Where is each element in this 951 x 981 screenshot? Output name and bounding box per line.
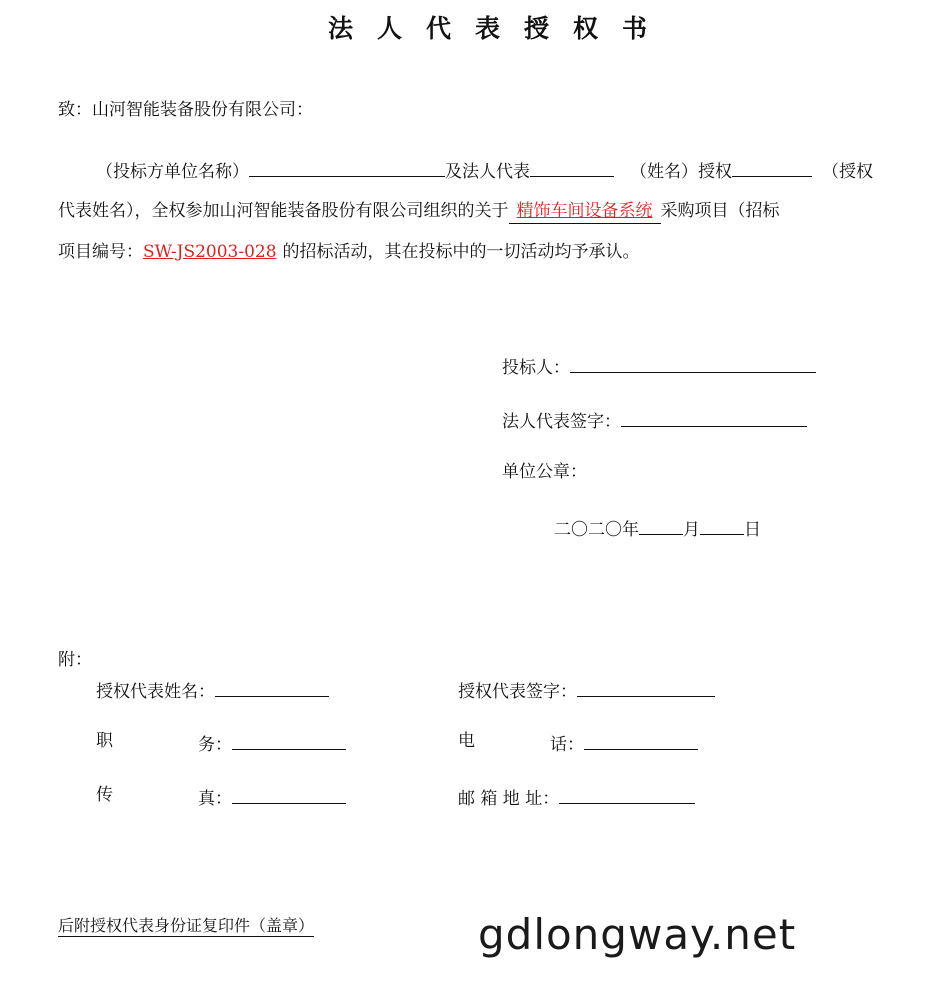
fax-label: 真：: [198, 789, 232, 809]
rep-sign-blank: [621, 410, 807, 427]
auth-sign-blank: [577, 680, 715, 697]
day-blank: [700, 518, 744, 535]
auth-name-row: [96, 680, 329, 701]
date-row: [554, 518, 761, 539]
para-bidder-name-text: （投标方单位名称）: [96, 162, 249, 182]
phone-row: [550, 733, 698, 754]
authorized-rep-blank: [732, 160, 812, 177]
month-blank: [639, 518, 683, 535]
legal-rep-blank: [530, 160, 614, 177]
rep-sign-row: [502, 410, 807, 431]
position-blank: [232, 733, 346, 750]
fax-left: 传: [96, 785, 113, 805]
project-number-label: 项目编号：: [58, 242, 143, 262]
phone-blank: [584, 733, 698, 750]
auth-name-blank: [215, 680, 329, 697]
auth-sign-label: 授权代表签字：: [458, 682, 577, 702]
email-label: 邮 箱 地 址：: [458, 789, 560, 809]
auth-sign-row: [458, 680, 715, 701]
watermark-text: gdlongway.net: [478, 910, 797, 959]
para-legal-rep-text: 及法人代表: [445, 162, 530, 182]
seal-label: 单位公章：: [502, 462, 587, 482]
bidder-row: [502, 356, 816, 377]
position-left: 职: [96, 731, 113, 751]
phone-label: 话：: [550, 735, 584, 755]
para-authorized-text: （授权: [822, 162, 873, 182]
bidder-name-blank: [249, 160, 445, 177]
project-name: 精饰车间设备系统: [516, 201, 653, 221]
para-line-1: [96, 160, 873, 181]
project-name-underline: [509, 201, 661, 224]
para-line-2-start: 代表姓名），全权参加山河智能装备股份有限公司组织的关于: [58, 201, 509, 221]
date-year: 二〇二〇年: [554, 520, 639, 540]
para-line-2: [58, 203, 780, 220]
project-number: SW-JS2003-028: [143, 242, 277, 262]
addressee: 致：山河智能装备股份有限公司：: [58, 100, 313, 120]
para-line-2-end: 采购项目（招标: [660, 201, 780, 221]
position-label: 务：: [198, 735, 232, 755]
email-blank: [559, 787, 695, 804]
para-line-3: [58, 244, 640, 261]
bidder-blank: [570, 356, 816, 373]
date-day: 日: [744, 520, 761, 540]
id-copy-note: 后附授权代表身份证复印件（盖章）: [58, 916, 315, 935]
rep-sign-label: 法人代表签字：: [502, 412, 621, 432]
email-row: [458, 787, 695, 808]
document-title: 法人代表授权书: [327, 14, 671, 43]
para-authorize-text: （姓名）授权: [630, 162, 732, 182]
date-month: 月: [683, 520, 700, 540]
phone-left: 电: [458, 731, 475, 751]
bidder-label: 投标人：: [502, 358, 570, 378]
fax-row: [198, 787, 346, 808]
position-row: [198, 733, 346, 754]
attachment-label: 附：: [58, 650, 92, 670]
auth-name-label: 授权代表姓名：: [96, 682, 215, 702]
para-line-3-end: 的招标活动，其在投标中的一切活动均予承认。: [282, 242, 640, 262]
fax-blank: [232, 787, 346, 804]
